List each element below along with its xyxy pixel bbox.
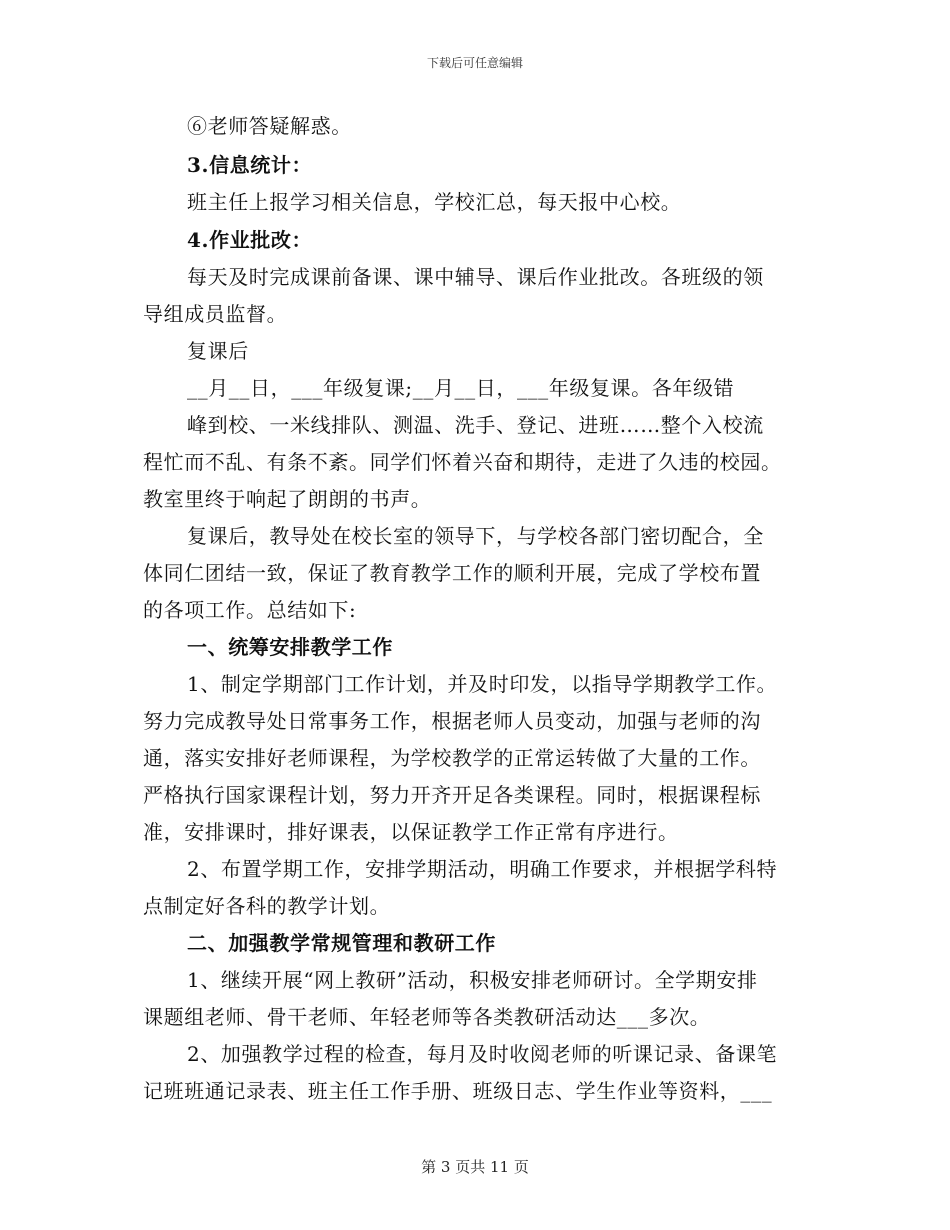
page-header: 下载后可任意编辑 — [426, 56, 523, 70]
text-line: 峰到校、一米线排队、测温、洗手、登记、进班……整个入校流 — [187, 413, 764, 437]
text-line: 努力完成教导处日常事务工作，根据老师人员变动，加强与老师的沟 — [143, 709, 761, 733]
text-line: 准，安排课时，排好课表，以保证教学工作正常有序进行。 — [143, 820, 679, 844]
text-line: 通，落实安排好老师课程，为学校教学的正常运转做了大量的工作。 — [143, 746, 761, 770]
section-heading: 4.作业批改： — [187, 228, 313, 252]
text-line: 1、继续开展“网上教研”活动，积极安排老师研讨。全学期安排 — [187, 968, 758, 992]
text-line: 2、加强教学过程的检查，每月及时收阅老师的听课记录、备课笔 — [187, 1042, 778, 1066]
text-line: 记班班通记录表、班主任工作手册、班级日志、学生作业等资料，___ — [143, 1079, 773, 1103]
text-line: ⑥老师答疑解惑。 — [187, 114, 352, 138]
text-line: 点制定好各科的教学计划。 — [143, 894, 391, 918]
text-line: 严格执行国家课程计划，努力开齐开足各类课程。同时，根据课程标 — [143, 783, 761, 807]
text-line: 体同仁团结一致，保证了教育教学工作的顺利开展，完成了学校布置 — [143, 561, 761, 585]
section-heading: 一、统筹安排教学工作 — [187, 635, 393, 659]
section-heading: 3.信息统计： — [187, 153, 313, 177]
section-heading: 二、加强教学常规管理和教研工作 — [187, 931, 496, 955]
text-line: 导组成员监督。 — [143, 302, 288, 326]
text-line: 2、布置学期工作，安排学期活动，明确工作要求，并根据学科特 — [187, 857, 778, 881]
text-line: __月__日，___年级复课;__月__日，___年级复课。各年级错 — [187, 376, 735, 400]
page-footer: 第 3 页共 11 页 — [421, 1158, 529, 1176]
text-line: 教室里终于响起了朗朗的书声。 — [143, 487, 432, 511]
text-line: 复课后 — [187, 339, 249, 363]
text-line: 班主任上报学习相关信息，学校汇总，每天报中心校。 — [187, 190, 682, 214]
text-line: 复课后，教导处在校长室的领导下，与学校各部门密切配合，全 — [187, 524, 764, 548]
text-line: 课题组老师、骨干老师、年轻老师等各类教研活动达___多次。 — [143, 1005, 711, 1029]
text-line: 每天及时完成课前备课、课中辅导、课后作业批改。各班级的领 — [187, 265, 764, 289]
text-line: 的各项工作。总结如下: — [143, 598, 357, 622]
text-line: 程忙而不乱、有条不紊。同学们怀着兴奋和期待，走进了久违的校园。 — [143, 450, 782, 474]
text-line: 1、制定学期部门工作计划，并及时印发，以指导学期教学工作。 — [187, 672, 778, 696]
